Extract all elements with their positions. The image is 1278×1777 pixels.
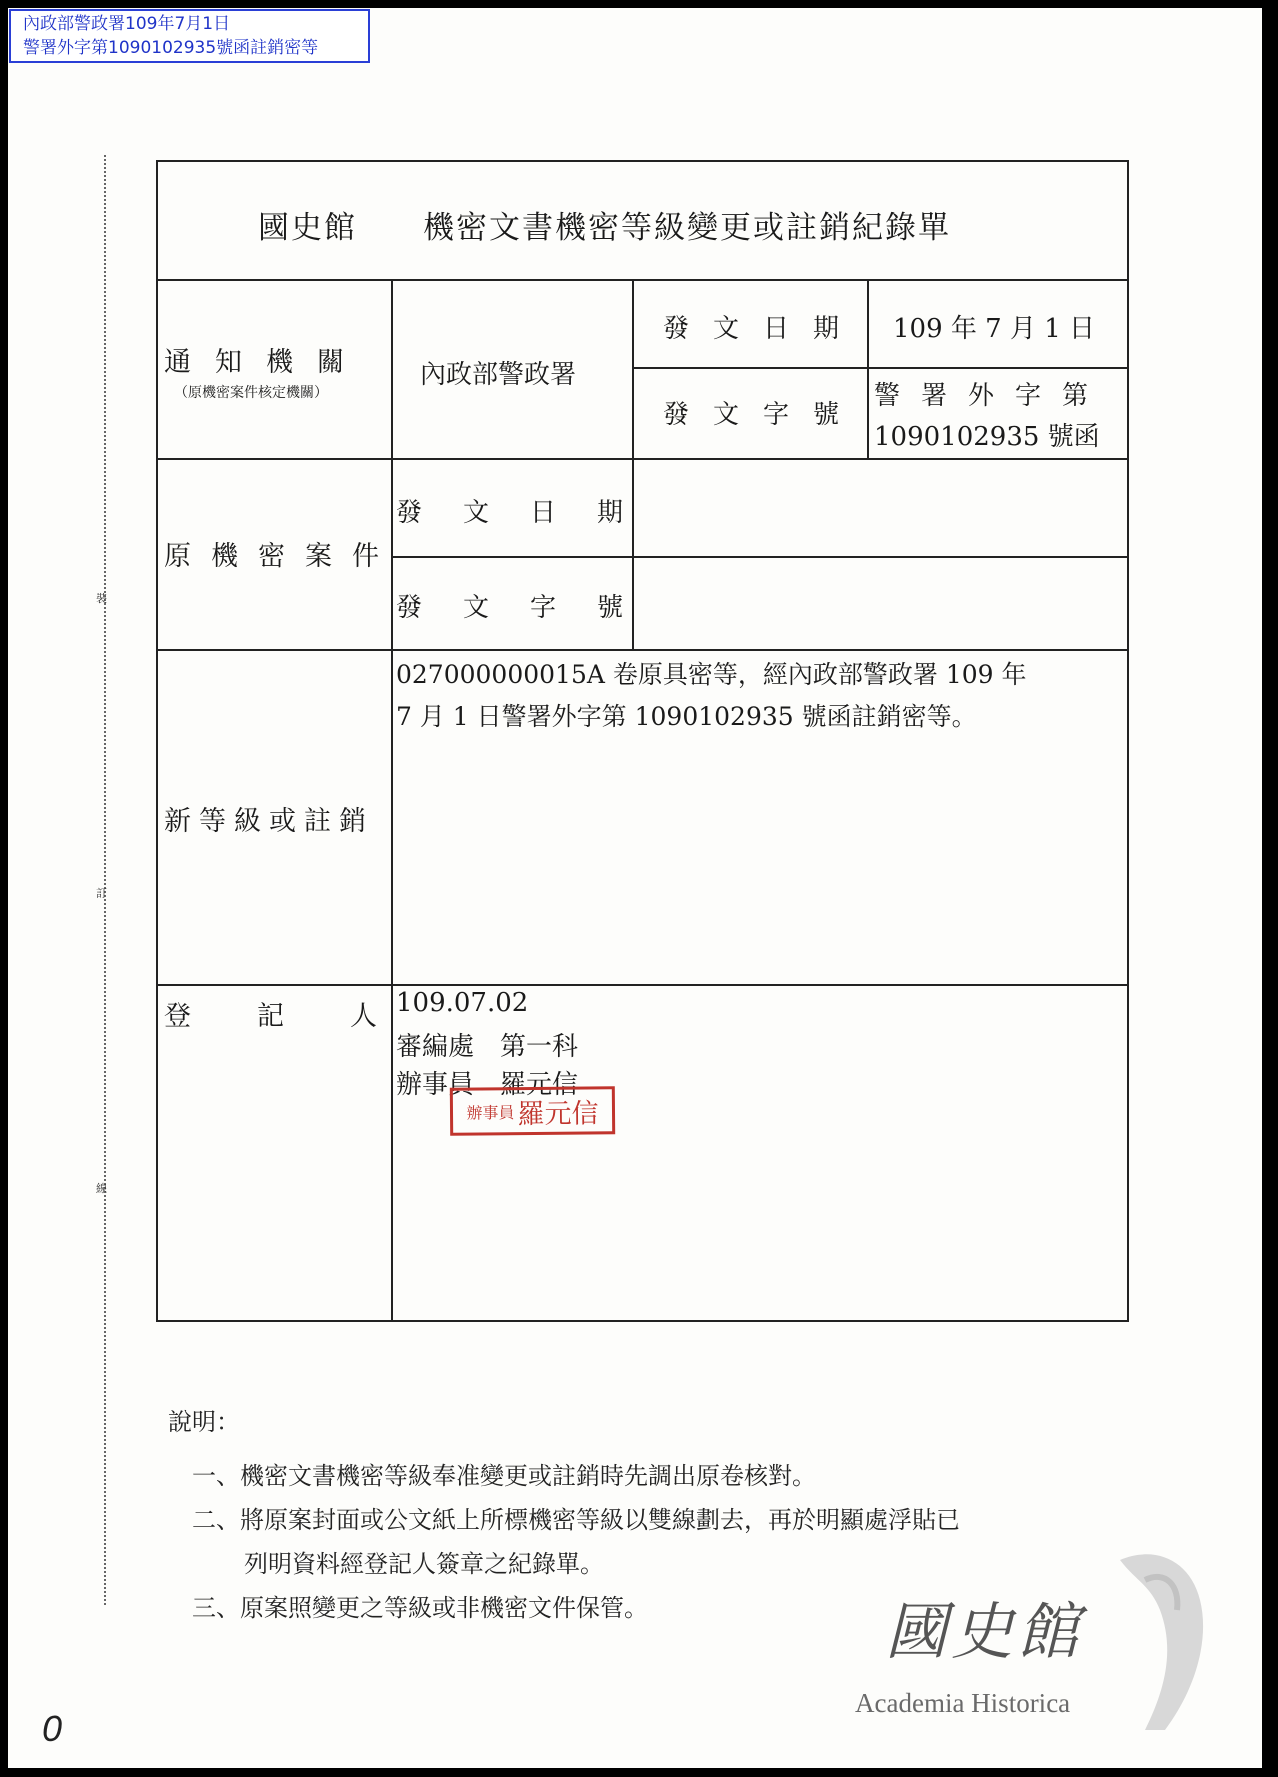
- rule-new-bottom: [158, 984, 1127, 986]
- new-level-label: 新等級或註銷: [164, 806, 374, 837]
- academia-historica-watermark-logo: [855, 1540, 1235, 1740]
- stamp-name: 羅元信: [517, 1097, 599, 1130]
- notify-docno-line-1: 警署外字第: [874, 381, 1110, 411]
- note-item-3: 三、原案照變更之等級或非機密文件保管。: [192, 1594, 648, 1622]
- notify-agency-label: 通知機關: [164, 347, 368, 378]
- rule-notify-mid: [632, 367, 1127, 369]
- record-form: [156, 160, 1129, 1322]
- explanation-notes: [168, 1400, 960, 1630]
- binding-char-2: 訂: [96, 887, 107, 900]
- rule-title: [158, 279, 1127, 281]
- page-number: 0: [42, 1708, 63, 1749]
- rule-value-col: [867, 279, 869, 458]
- notify-docno-line-2: 1090102935 號函: [874, 422, 1100, 452]
- notify-agency-sublabel: （原機密案件核定機關）: [174, 385, 328, 401]
- registrar-label: 登記人: [164, 1001, 443, 1032]
- registrar-department: 審編處 第一科: [396, 1032, 579, 1062]
- note-item-1: 一、機密文書機密等級奉准變更或註銷時先調出原卷核對。: [192, 1462, 816, 1490]
- notes-heading: 說明：: [168, 1408, 240, 1436]
- notify-agency-value: 內政部警政署: [420, 360, 577, 390]
- form-title: 國史館 機密文書機密等級變更或註銷紀錄單: [258, 210, 951, 246]
- registrar-date: 109.07.02: [396, 988, 529, 1018]
- new-level-text-line-1: 027000000015A 卷原具密等，經內政部警政署 109 年: [396, 660, 1027, 689]
- new-level-text-line-2: 7 月 1 日警署外字第 1090102935 號函註銷密等。: [396, 702, 977, 731]
- rule-original-bottom: [158, 649, 1127, 651]
- binding-char-1: 裝: [96, 592, 107, 605]
- original-case-label: 原機密案件: [164, 541, 399, 572]
- original-docno-label: 發文字號: [396, 593, 665, 623]
- rule-label-col: [391, 279, 393, 1320]
- scan-annotation-line-2: 警署外字第1090102935號函註銷密等: [23, 38, 319, 58]
- rule-original-mid: [391, 556, 1127, 558]
- note-item-2-continued: 列明資料經登記人簽章之紀錄單。: [244, 1550, 604, 1578]
- registrar-person: 辦事員 羅元信: [396, 1070, 579, 1100]
- logo-chinese-text: 國史館: [885, 1595, 1084, 1668]
- stamp-title: 辦事員: [466, 1102, 515, 1123]
- original-date-label: 發文日期: [396, 498, 665, 528]
- binding-dotted-line: [104, 155, 106, 1605]
- notify-docno-label: 發文字號: [663, 400, 864, 430]
- scan-annotation-line-1: 內政部警政署109年7月1日: [23, 14, 231, 34]
- logo-english-text: Academia Historica: [855, 1688, 1071, 1718]
- notify-date-label: 發文日期: [663, 314, 864, 344]
- notify-date-value: 109 年 7 月 1 日: [893, 314, 1096, 344]
- rule-notify-bottom: [158, 458, 1127, 460]
- binding-char-3: 線: [96, 1182, 107, 1195]
- scan-annotation-box: [9, 9, 370, 63]
- registrar-seal-stamp: [450, 1086, 615, 1135]
- note-item-2: 二、將原案封面或公文紙上所標機密等級以雙線劃去，再於明顯處浮貼已: [192, 1506, 960, 1534]
